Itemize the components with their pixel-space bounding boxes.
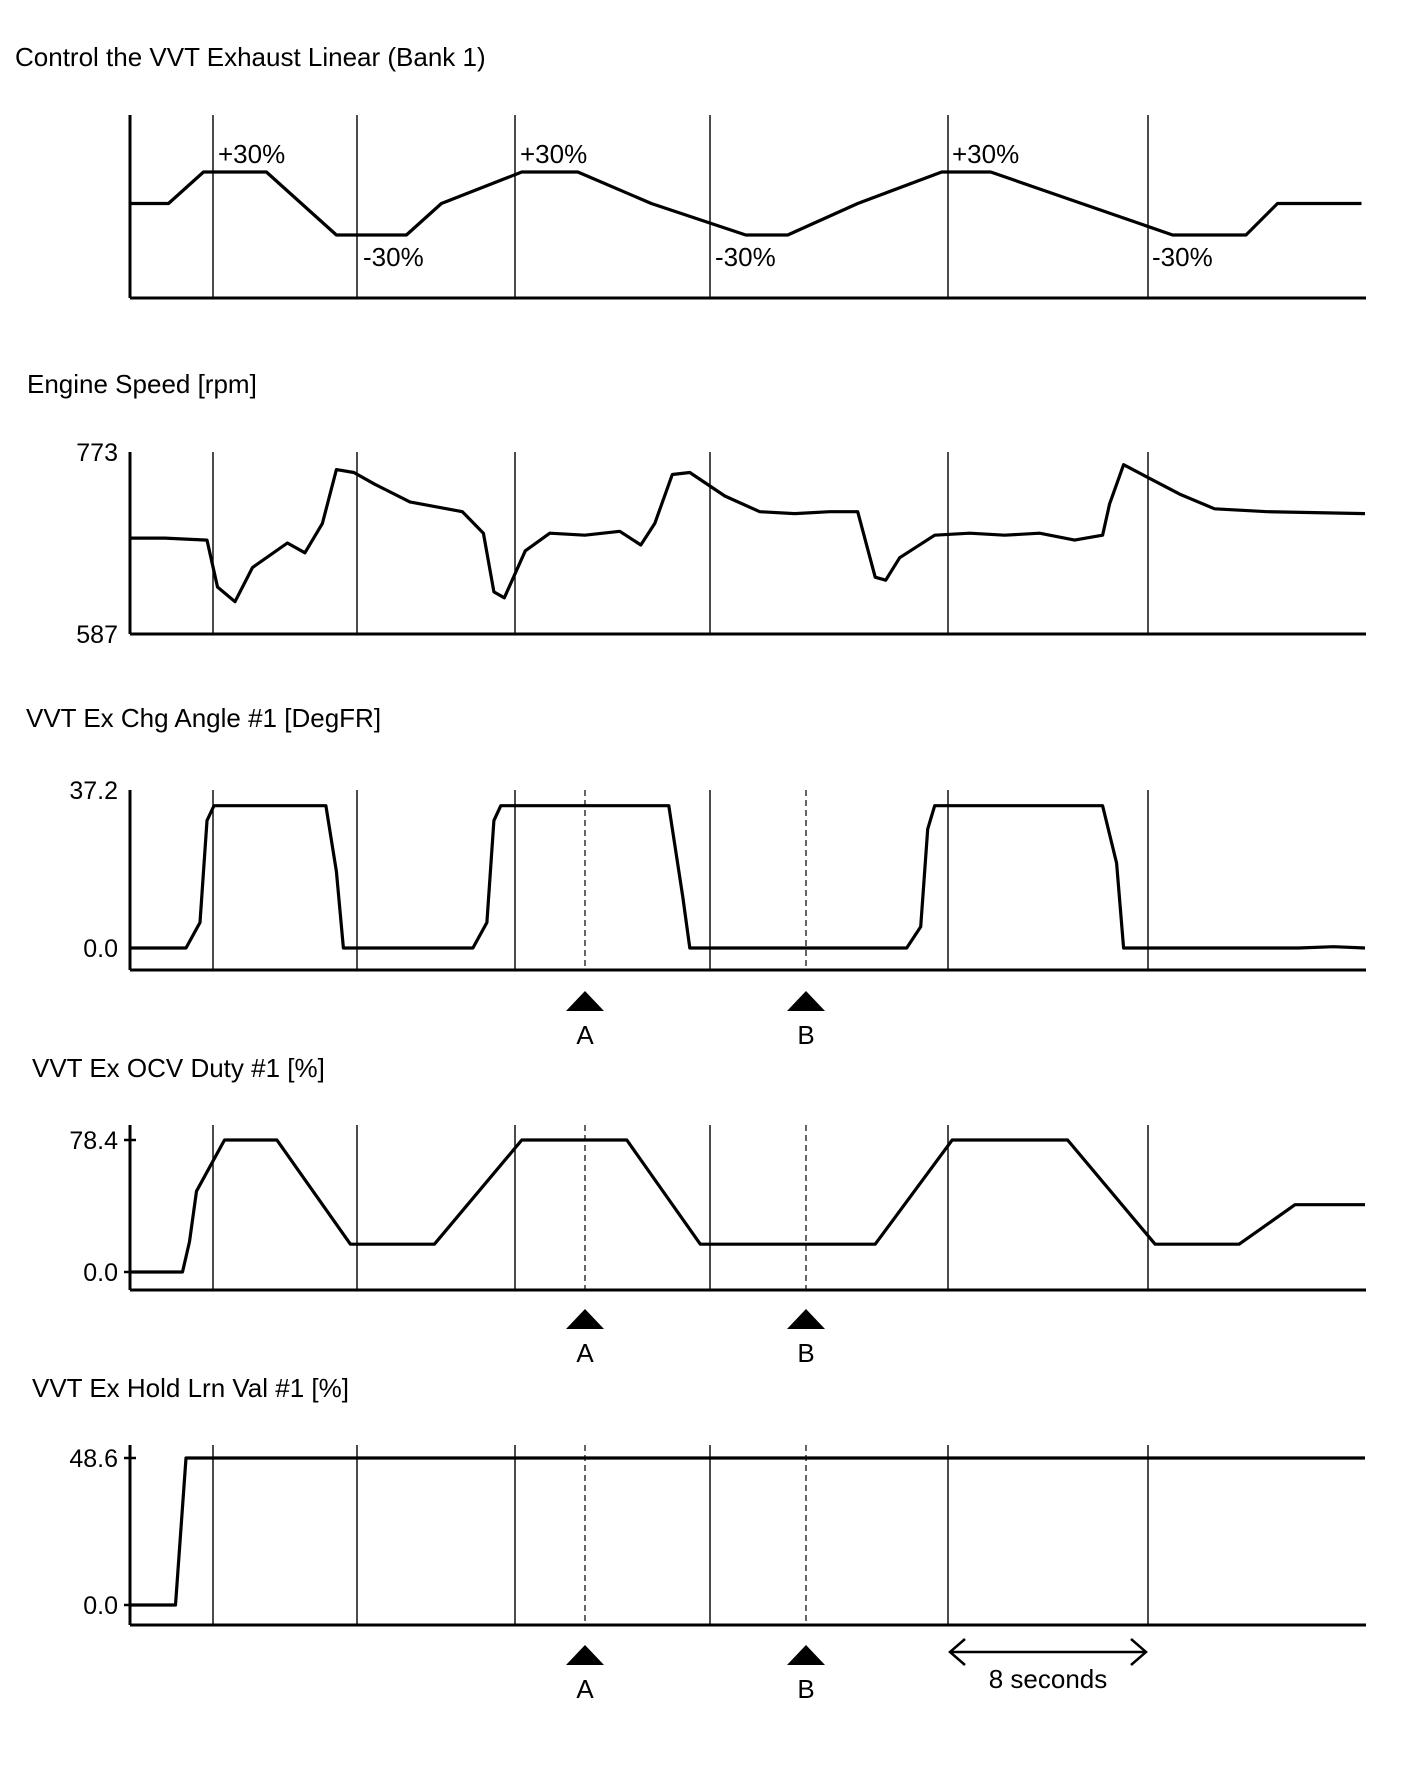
marker-triangle-a <box>566 1645 604 1665</box>
panel-2 <box>27 369 1366 649</box>
marker-triangle-b <box>787 1309 825 1329</box>
percent-annotation: +30% <box>952 139 1020 169</box>
panel-title: VVT Ex OCV Duty #1 [%] <box>32 1053 325 1083</box>
y-tick-label: 0.0 <box>83 935 118 963</box>
percent-annotation: +30% <box>218 139 286 169</box>
percent-annotation: -30% <box>715 242 776 272</box>
series-line <box>130 806 1365 948</box>
panel-title: VVT Ex Hold Lrn Val #1 [%] <box>32 1373 349 1403</box>
y-tick-label: 773 <box>76 439 118 467</box>
marker-triangle-a <box>566 991 604 1011</box>
marker-label-b: B <box>797 1020 815 1050</box>
marker-label-a: A <box>576 1020 594 1050</box>
y-tick-label: 78.4 <box>69 1127 118 1155</box>
y-tick-label: 0.0 <box>83 1592 118 1620</box>
series-line <box>130 465 1365 602</box>
marker-label-b: B <box>797 1338 815 1368</box>
marker-label-a: A <box>576 1338 594 1368</box>
y-tick-label: 37.2 <box>69 777 118 805</box>
percent-annotation: -30% <box>1152 242 1213 272</box>
y-tick-label: 587 <box>76 621 118 649</box>
marker-label-b: B <box>797 1674 815 1704</box>
panel-title: VVT Ex Chg Angle #1 [DegFR] <box>26 703 382 733</box>
series-line <box>130 172 1362 235</box>
series-line <box>130 1458 1365 1605</box>
percent-annotation: +30% <box>520 139 588 169</box>
marker-triangle-b <box>787 1645 825 1665</box>
series-line <box>130 1140 1365 1272</box>
panel-title: Engine Speed [rpm] <box>27 369 257 399</box>
panel-3 <box>26 703 1366 1050</box>
panel-title: Control the VVT Exhaust Linear (Bank 1) <box>15 42 486 72</box>
marker-triangle-b <box>787 991 825 1011</box>
percent-annotation: -30% <box>363 242 424 272</box>
y-tick-label: 0.0 <box>83 1259 118 1287</box>
y-tick-label: 48.6 <box>69 1445 118 1473</box>
time-scale-label: 8 seconds <box>988 1664 1108 1694</box>
panel-1 <box>15 42 1366 298</box>
panel-5 <box>32 1373 1366 1704</box>
marker-triangle-a <box>566 1309 604 1329</box>
marker-label-a: A <box>576 1674 594 1704</box>
panel-4 <box>32 1053 1366 1368</box>
